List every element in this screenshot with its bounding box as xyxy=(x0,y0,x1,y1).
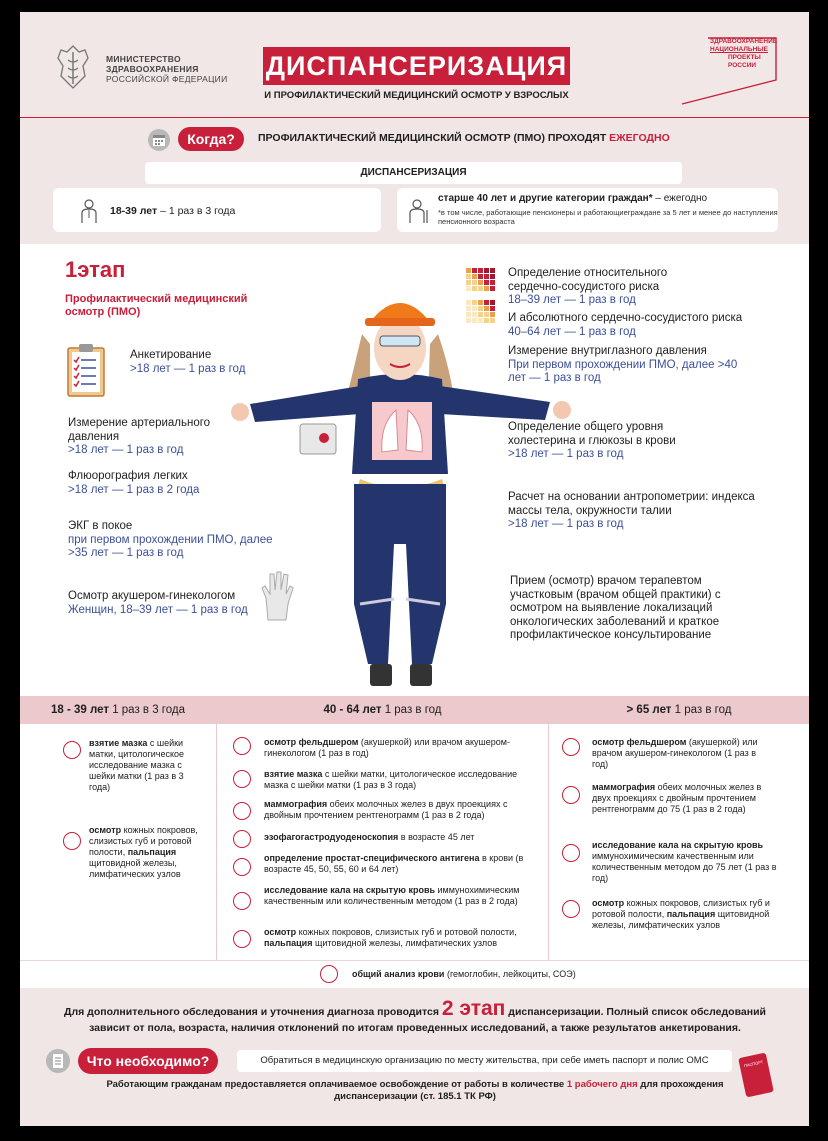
t-text: иммунохимическим качественным или количественным методом до 75 лет (1 раз в год) xyxy=(592,851,777,883)
col-18-39-header xyxy=(20,696,216,724)
gloves-icon xyxy=(260,568,300,622)
col-header-bold: 18 - 39 лет xyxy=(50,704,109,716)
item-sub: 40–64 лет — 1 раз в год xyxy=(508,325,636,338)
t-bold: маммография xyxy=(264,799,328,809)
item-title: Измерение внутриглазного давления xyxy=(508,345,707,357)
pmo-line-2: осмотр (ПМО) xyxy=(65,306,141,318)
c2-item-egds xyxy=(264,832,534,843)
t-bold: взятие мазка xyxy=(89,738,148,748)
np-line-3: ПРОЕКТЫ xyxy=(728,54,761,61)
work-post: для прохождения диспансеризации (ст. 185.1 ТК РФ) xyxy=(334,1079,724,1102)
ministry-line-2: ЗДРАВООХРАНЕНИЯ xyxy=(106,64,199,74)
t-bold: осмотр xyxy=(592,898,625,908)
col-header-rest: 1 раз в год xyxy=(381,704,442,716)
when-text xyxy=(258,132,670,144)
t-text: (акушеркой) или врачом акушером- гинекологом (1 раз в год) xyxy=(264,737,510,758)
col-header-rest: 1 раз в год xyxy=(671,704,732,716)
col-header-rest: 1 раз в 3 года xyxy=(109,704,186,716)
item-sub: 18–39 лет — 1 раз в год xyxy=(508,294,636,306)
item-sub: Женщин, 18–39 лет — 1 раз в год xyxy=(68,603,248,616)
item-sub: >18 лет — 1 раз в год xyxy=(508,448,624,460)
t-text: кожных покровов, слизистых губ и ротовой полости, xyxy=(296,927,517,937)
t-text: в крови (в возрасте 45, 50, 55, 60 и 64 лет) xyxy=(264,853,524,874)
item-title: Определение общего уровня холестерина и глюкозы в крови xyxy=(508,421,676,447)
item-sub: >18 лет — 1 раз в год xyxy=(508,518,624,530)
t-text: иммунохимическим качественным или количественным методом (1 раз в 2 года) xyxy=(264,885,520,906)
t-bold: общий анализ крови xyxy=(352,969,445,979)
t-text: обеих молочных желез в двух проекциях с двойным прочтением рентгенограмм до 75 (1 раз в 2 года) xyxy=(592,782,762,814)
ministry-name xyxy=(106,54,228,84)
item-sub: при первом прохождении ПМО, далее >35 лет — 1 раз в год xyxy=(68,533,273,559)
stage2-text xyxy=(50,997,780,1036)
page-title: ДИСПАНСЕРИЗАЦИЯ xyxy=(263,47,570,85)
col-40-64-header xyxy=(217,696,548,724)
item-title: Прием (осмотр) врачом терапевтом участковым (врачом общей практики) с осмотром на выявление локализаций онкологических заболеваний и краткое профилактическое консультирование xyxy=(510,575,721,641)
work-accent: 1 рабочего дня xyxy=(566,1079,638,1090)
t-text: с шейки матки, цитологическое исследование мазка с шейки матки (1 раз в 3 года) xyxy=(264,769,518,790)
item-sub: >18 лет — 1 раз в год xyxy=(130,362,246,375)
t-bold: взятие мазка xyxy=(264,769,323,779)
t-text: кожных покровов, слизистых губ и ротовой полости, xyxy=(89,825,198,857)
ministry-line-1: МИНИСТЕРСТВО xyxy=(106,54,181,64)
c2-item-psa xyxy=(264,853,534,875)
pmo-line-1: Профилактический медицинский xyxy=(65,293,248,305)
need-text: Обратиться в медицинскую организацию по месту жительства, при себе иметь паспорт и полис ОМС xyxy=(237,1050,732,1072)
item-sub: При первом прохождении ПМО, далее >40 лет — 1 раз в год xyxy=(508,358,738,384)
blood-test-text xyxy=(352,969,652,980)
t-text: щитовидной железы, лимфатических узлов xyxy=(89,858,181,879)
palpation-icon xyxy=(233,930,251,948)
t-bold: осмотр фельдшером xyxy=(264,737,359,747)
t-text: щитовидной железы, лимфатических узлов xyxy=(312,938,498,948)
age-card-40-plus-text xyxy=(438,193,707,205)
test-tubes-icon xyxy=(320,965,338,983)
when-text-main: ПРОФИЛАКТИЧЕСКИЙ МЕДИЦИНСКИЙ ОСМОТР (ПМО) ПРОХОДЯТ xyxy=(258,132,610,144)
questionnaire-icon xyxy=(66,342,106,398)
c2-item-smear xyxy=(264,769,534,791)
person-icon xyxy=(80,198,98,224)
c1-item-exam xyxy=(89,825,215,880)
endoscopy-icon xyxy=(233,830,251,848)
when-text-accent: ЕЖЕГОДНО xyxy=(609,132,670,144)
worker-figure-illustration xyxy=(220,274,580,694)
col-divider xyxy=(548,696,549,960)
age-card-18-39-bold: 18-39 лет xyxy=(110,205,158,217)
age-card-18-39-rest: – 1 раз в 3 года xyxy=(157,205,236,217)
item-blood-pressure xyxy=(68,417,228,458)
item-title: Анкетирование xyxy=(130,349,212,361)
t-bold: определение простат-специфического антигена xyxy=(264,853,480,863)
mammography-icon xyxy=(233,802,251,820)
t-text: с шейки матки, цитологическое исследование мазка с шейки матки (1 раз в 3 года) xyxy=(89,738,185,792)
t-bold: осмотр xyxy=(89,825,122,835)
t-text: (акушеркой) или врачом акушером-гинекологом (1 раз в год) xyxy=(592,737,758,769)
c2-item-feldsher xyxy=(264,737,534,759)
col-65-plus-header xyxy=(549,696,809,724)
c1-item-smear xyxy=(89,738,199,793)
c2-item-exam xyxy=(264,927,544,949)
infographic-sheet xyxy=(20,12,809,1126)
smear-icon xyxy=(233,770,251,788)
item-title: Измерение артериального давления xyxy=(68,417,211,443)
item-title: Осмотр акушером-гинекологом xyxy=(68,590,236,602)
t-text: (гемоглобин, лейкоциты, СОЭ) xyxy=(444,969,576,979)
c2-item-stool xyxy=(264,885,534,907)
smear-icon xyxy=(63,741,81,759)
age-card-18-39-text xyxy=(110,205,235,217)
doctor-chair-icon xyxy=(233,737,251,755)
t-bold: пальпация xyxy=(264,938,313,948)
item-title: И абсолютного сердечно-сосудистого риска xyxy=(508,312,743,324)
stage2-pre: Для дополнительного обследования и уточнения диагноза проводится xyxy=(63,1006,442,1018)
ministry-line-3: РОССИЙСКОЙ ФЕДЕРАЦИИ xyxy=(106,74,228,84)
ministry-emblem-icon xyxy=(55,44,91,90)
item-sub: >18 лет — 1 раз в 2 года xyxy=(68,483,200,496)
np-line-1: ЗДРАВООХРАНЕНИЕ xyxy=(710,38,778,45)
c3-item-feldsher xyxy=(592,737,767,770)
t-bold: осмотр фельдшером xyxy=(592,737,687,747)
t-bold: исследование кала на скрытую кровь xyxy=(264,885,436,895)
calendar-icon xyxy=(148,129,170,151)
t-text: кожных покровов, слизистых губ и ротовой полости, xyxy=(592,898,770,919)
c2-item-mammography xyxy=(264,799,534,821)
document-icon xyxy=(46,1049,70,1073)
item-title: Расчет на основании антропометрии: индекса массы тела, окружности талии xyxy=(508,491,755,517)
np-line-2: НАЦИОНАЛЬНЫЕ xyxy=(710,46,768,53)
test-tubes-icon xyxy=(233,858,251,876)
elderly-person-icon xyxy=(408,198,430,224)
t-bold: маммография xyxy=(592,782,656,792)
dispensary-label: ДИСПАНСЕРИЗАЦИЯ xyxy=(145,162,682,184)
t-text: обеих молочных желез в двух проекциях с двойным прочтением рентгенограмм (1 раз в 2 года) xyxy=(264,799,508,820)
stage1-title: 1этап xyxy=(65,257,126,282)
item-title: Флюорография легких xyxy=(68,470,188,482)
t-bold: исследование кала на скрытую кровь xyxy=(592,840,764,850)
stage2-accent: 2 этап xyxy=(441,997,506,1020)
item-title: Определение относительного сердечно-сосудистого риска xyxy=(508,267,668,293)
c3-item-exam xyxy=(592,898,777,931)
test-tubes-icon xyxy=(562,844,580,862)
stool-test-icon xyxy=(233,892,251,910)
item-sub: >18 лет — 1 раз в год xyxy=(68,444,184,456)
page-subtitle: И ПРОФИЛАКТИЧЕСКИЙ МЕДИЦИНСКИЙ ОСМОТР У ВЗРОСЛЫХ xyxy=(264,90,569,101)
t-bold: осмотр xyxy=(264,927,297,937)
age-card-footnote: *в том числе, работающие пенсионеры и работающиеграждане за 5 лет и менее до наступления пенсионного возраста xyxy=(438,208,778,226)
item-title: ЭКГ в покое xyxy=(68,520,133,532)
col-header-bold: > 65 лет xyxy=(626,704,672,716)
palpation-icon xyxy=(562,900,580,918)
when-label: Когда? xyxy=(178,127,244,151)
t-text: щитовидной железы, лимфатических узлов xyxy=(592,909,770,930)
need-label: Что необходимо? xyxy=(78,1048,218,1074)
t-text: в возрасте 45 лет xyxy=(398,832,475,842)
col-header-bold: 40 - 64 лет xyxy=(323,704,382,716)
work-leave-text xyxy=(80,1079,750,1103)
t-bold: пальпация xyxy=(666,909,716,919)
age-card-40-plus-bold: старше 40 лет и другие категории граждан* xyxy=(438,193,653,204)
t-bold: пальпация xyxy=(127,847,177,857)
header-divider xyxy=(20,117,809,118)
age-card-40-plus-rest: – ежегодно xyxy=(652,193,708,204)
t-bold: эзофагогастродуоденоскопия xyxy=(264,832,399,842)
np-line-4: РОССИИ xyxy=(728,62,757,69)
passport-label: ПАСПОРТ xyxy=(743,1059,764,1069)
doctor-chair-icon xyxy=(562,738,580,756)
c3-item-mammography xyxy=(592,782,767,815)
mammography-icon xyxy=(562,786,580,804)
palpation-icon xyxy=(63,832,81,850)
national-projects-text xyxy=(710,38,777,70)
work-pre: Работающим гражданам предоставляется оплачиваемое освобождение от работы в количестве xyxy=(106,1079,567,1090)
col-divider xyxy=(216,696,217,988)
c3-item-stool xyxy=(592,840,777,884)
stage2-post: диспансеризации. Полный список обследований зависит от пола, возраста, наличия отклонений по итогам проведенных исследований, а также результатов анкетирования. xyxy=(89,1006,766,1034)
